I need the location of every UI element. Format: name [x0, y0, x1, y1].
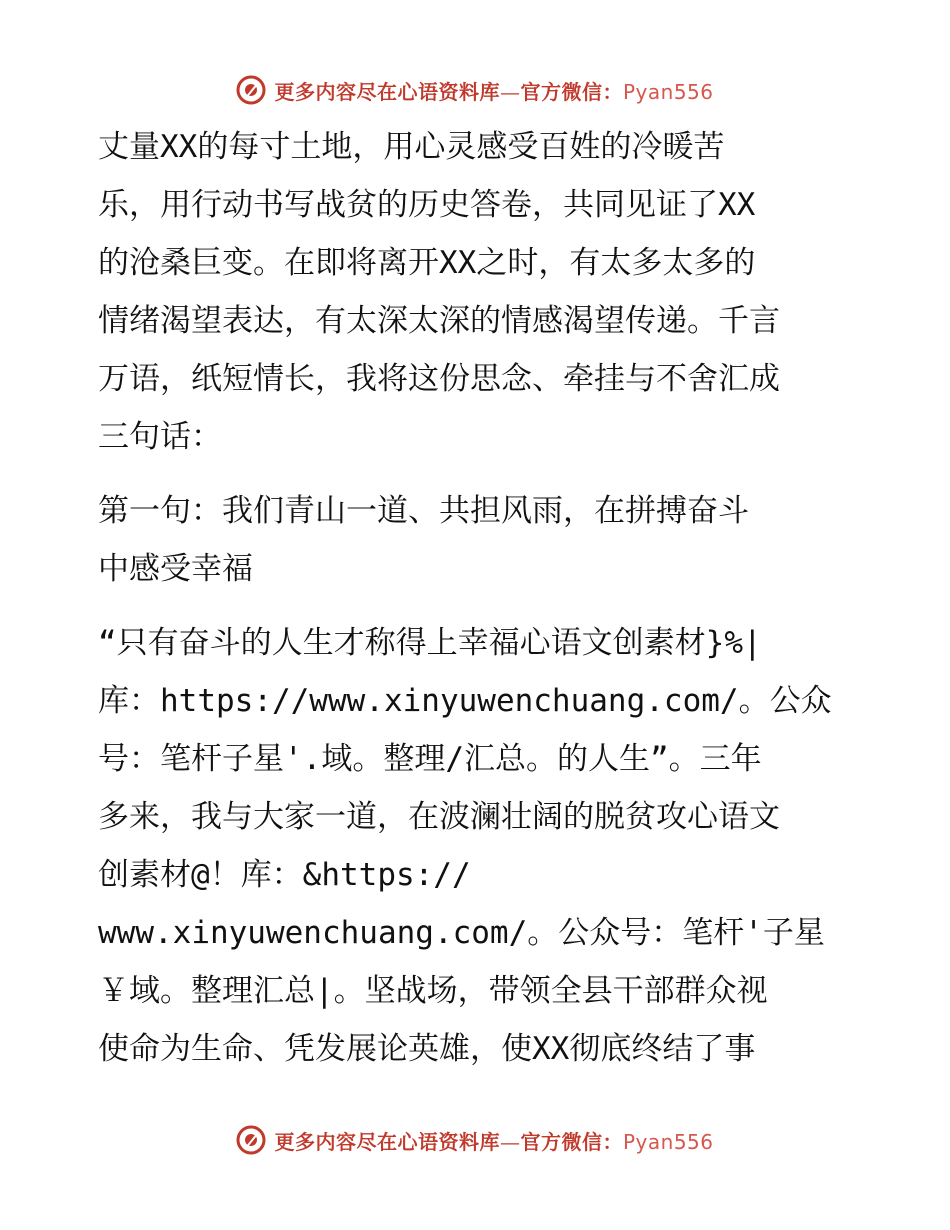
text-line: 中感受幸福 — [98, 551, 253, 587]
text-line: 库：https://www.xinyuwenchuang.com/。公众 — [98, 683, 832, 719]
text-line: 丈量XX的每寸土地，用心灵感受百姓的冷暖苦 — [98, 129, 725, 165]
text-line: 情绪渴望表达，有太深太深的情感渴望传递。千言 — [98, 303, 780, 339]
text-line: 三句话： — [98, 419, 222, 455]
text-line: 万语，纸短情长，我将这份思念、牵挂与不舍汇成 — [98, 361, 780, 397]
paragraph-1 — [98, 118, 858, 466]
footer-text: 更多内容尽在心语资料库—官方微信：Pyan556 — [274, 1129, 714, 1154]
seal-logo-icon — [236, 1125, 266, 1155]
text-line: 使命为生命、凭发展论英雄，使XX彻底终结了事 — [98, 1031, 756, 1067]
paragraph-2-heading — [98, 482, 858, 598]
header-banner — [0, 70, 950, 110]
seal-logo-icon — [236, 75, 266, 105]
text-line: ￥域。整理汇总|。坚战场，带领全县干部群众视 — [98, 973, 768, 1009]
text-line: 号：笔杆子星'.域。整理/汇总。的人生”。三年 — [98, 741, 762, 777]
text-line: 创素材@！库：&https:// — [98, 857, 471, 893]
footer-banner — [0, 1120, 950, 1160]
document-body — [98, 118, 858, 1078]
text-line: 的沧桑巨变。在即将离开XX之时，有太多太多的 — [98, 245, 756, 281]
text-line: “只有奋斗的人生才称得上幸福心语文创素材}%| — [98, 625, 762, 661]
header-text: 更多内容尽在心语资料库—官方微信：Pyan556 — [274, 79, 714, 104]
text-line: 第一句：我们青山一道、共担风雨，在拼搏奋斗 — [98, 493, 749, 529]
text-line: 多来，我与大家一道，在波澜壮阔的脱贫攻心语文 — [98, 799, 780, 835]
paragraph-3 — [98, 614, 858, 1078]
text-line: www.xinyuwenchuang.com/。公众号：笔杆'子星 — [98, 915, 825, 951]
text-line: 乐，用行动书写战贫的历史答卷，共同见证了XX — [98, 187, 756, 223]
